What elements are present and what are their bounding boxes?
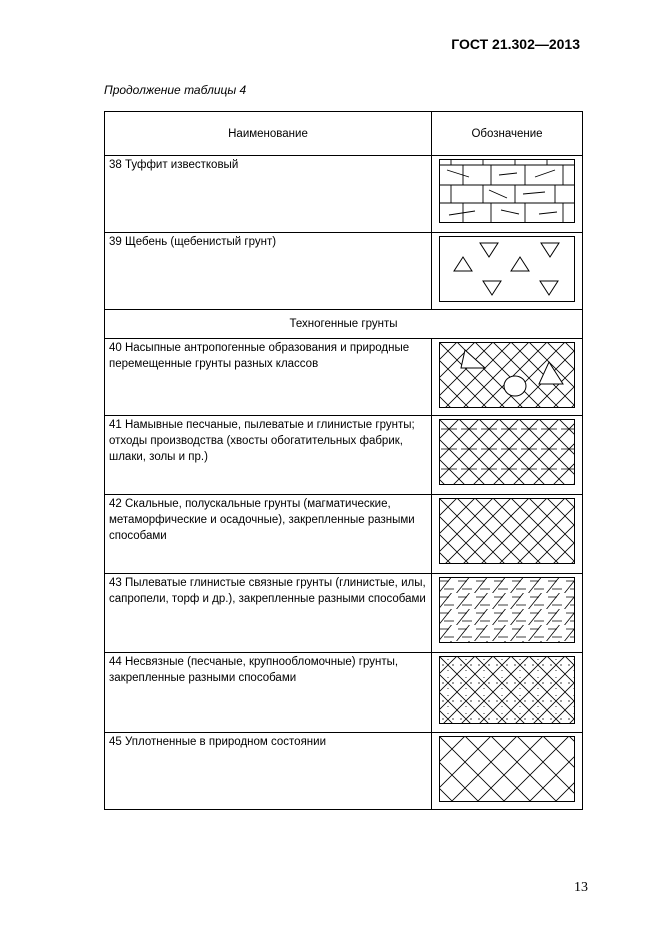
row-name: 41 Намывные песчаные, пылеватые и глинистые грунты; отходы производства (хвосты обогатительных фабрик, шлаки, золы и пр.) bbox=[105, 416, 432, 495]
table-row bbox=[105, 574, 583, 653]
table-row bbox=[105, 233, 583, 310]
table-caption: Продолжение таблицы 4 bbox=[104, 83, 247, 97]
row-name: 40 Насыпные антропогенные образования и природные перемещенные грунты разных классов bbox=[105, 339, 432, 416]
table-row bbox=[105, 156, 583, 233]
row-name: 39 Щебень (щебенистый грунт) bbox=[105, 233, 432, 310]
triangles-pattern-icon bbox=[439, 236, 575, 302]
table-row bbox=[105, 339, 583, 416]
crosshatch-dots-pattern-icon bbox=[439, 656, 575, 724]
sparse-crosshatch-pattern-icon bbox=[439, 736, 575, 802]
row-name: 44 Несвязные (песчаные, крупнообломочные) грунты, закрепленные разными способами bbox=[105, 653, 432, 733]
table-row bbox=[105, 733, 583, 810]
table-row bbox=[105, 495, 583, 574]
brick-limestone-pattern-icon bbox=[439, 159, 575, 223]
table-row bbox=[105, 653, 583, 733]
dense-crosshatch-pattern-icon bbox=[439, 498, 575, 564]
legend-table bbox=[104, 111, 583, 810]
section-row bbox=[105, 310, 583, 339]
row-name: 38 Туффит известковый bbox=[105, 156, 432, 233]
diagonal-dashed-pattern-icon bbox=[439, 577, 575, 643]
page-number: 13 bbox=[574, 880, 588, 895]
table-row bbox=[105, 416, 583, 495]
row-name: 43 Пылеватые глинистые связные грунты (глинистые, илы, сапропели, торф и др.), закрепленные разными способами bbox=[105, 574, 432, 653]
column-header-symbol: Обозначение bbox=[432, 112, 583, 156]
row-name: 42 Скальные, полускальные грунты (магматические, метаморфические и осадочные), закрепленные разными способами bbox=[105, 495, 432, 574]
column-header-name: Наименование bbox=[105, 112, 432, 156]
crosshatch-horizontal-dash-pattern-icon bbox=[439, 419, 575, 485]
section-title: Техногенные грунты bbox=[105, 310, 583, 339]
crosshatch-triangles-pattern-icon bbox=[439, 342, 575, 408]
document-code: ГОСТ 21.302—2013 bbox=[451, 36, 580, 52]
row-name: 45 Уплотненные в природном состоянии bbox=[105, 733, 432, 810]
